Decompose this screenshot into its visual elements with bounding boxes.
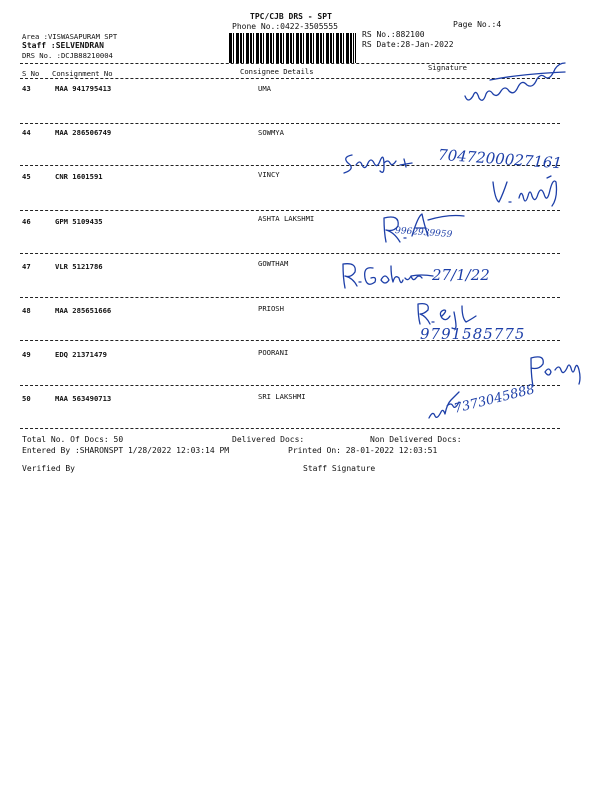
page-number: Page No.:4 [453, 20, 502, 29]
row-rule [20, 123, 560, 124]
row-consignee: PRIOSH [258, 304, 284, 313]
entered-by: Entered By :SHARONSPT 1/28/2022 12:03:14 PM [22, 446, 230, 455]
area-label: Area :VISWASAPURAM SPT [22, 32, 118, 41]
row-sno: 47 [22, 262, 31, 271]
row-consignee: UMA [258, 84, 271, 93]
row-consignment: MAA 941795413 [55, 84, 112, 93]
row-rule [20, 385, 560, 386]
row-sno: 44 [22, 128, 31, 137]
row-consignment: MAA 285651666 [55, 306, 112, 315]
col-header-consignee: Consignee Details [240, 67, 314, 76]
col-header-signature: Signature [428, 63, 467, 72]
handwritten-phone-row-46: 9962939959 [394, 226, 453, 240]
row-consignee: GOWTHAM [258, 259, 289, 268]
row-sno: 50 [22, 394, 31, 403]
signature-row-44 [340, 147, 420, 177]
signature-row-47 [335, 258, 435, 294]
row-consignee: VINCY [258, 170, 280, 179]
handwritten-date-row-47: 27/1/22 [432, 266, 490, 284]
row-consignment: VLR 5121786 [55, 262, 103, 271]
handwritten-phone-row-48: 9791585775 [420, 325, 526, 343]
staff-signature-label: Staff Signature [303, 464, 376, 473]
signature-row-49 [525, 350, 585, 390]
row-sno: 43 [22, 84, 31, 93]
header-rule [20, 63, 560, 64]
staff-label: Staff :SELVENDRAN [22, 41, 104, 50]
handwritten-phone-row-44: 7047200027161 [437, 145, 563, 173]
barcode [229, 33, 356, 63]
signature-row-43 [460, 66, 575, 108]
row-consignee: POORANI [258, 348, 289, 357]
row-sno: 48 [22, 306, 31, 315]
row-consignment: MAA 563490713 [55, 394, 112, 403]
rs-number: RS No.:882100 [362, 30, 425, 39]
row-rule [20, 253, 560, 254]
row-consignee: ASHTA LAKSHMI [258, 214, 315, 223]
row-consignment: CNR 1601591 [55, 172, 103, 181]
drs-number: DRS No. :DCJB88210004 [22, 51, 113, 60]
phone-number: Phone No.:0422-3505555 [232, 22, 338, 31]
signature-row-45 [485, 172, 570, 212]
row-rule [20, 297, 560, 298]
row-sno: 45 [22, 172, 31, 181]
row-consignee: SOWMYA [258, 128, 284, 137]
delivered-docs: Delivered Docs: [232, 435, 305, 444]
col-header-consignment: Consignment No [52, 69, 113, 78]
col-header-sno: S No [22, 69, 40, 78]
row-consignment: MAA 286506749 [55, 128, 112, 137]
document-title: TPC/CJB DRS - SPT [250, 12, 332, 21]
row-rule [20, 428, 560, 429]
row-consignment: EDQ 21371479 [55, 350, 107, 359]
row-sno: 49 [22, 350, 31, 359]
handwritten-phone-row-50: 7373045888 [452, 382, 537, 417]
rs-date: RS Date:28-Jan-2022 [362, 40, 454, 49]
non-delivered-docs: Non Delivered Docs: [370, 435, 462, 444]
signature-row-48 [412, 300, 482, 328]
total-docs: Total No. Of Docs: 50 [22, 435, 124, 444]
verified-by: Verified By [22, 464, 75, 473]
row-rule [20, 210, 560, 211]
row-consignee: SRI LAKSHMI [258, 392, 306, 401]
printed-on: Printed On: 28-01-2022 12:03:51 [288, 446, 438, 455]
row-consignment: GPM 5109435 [55, 217, 103, 226]
row-sno: 46 [22, 217, 31, 226]
